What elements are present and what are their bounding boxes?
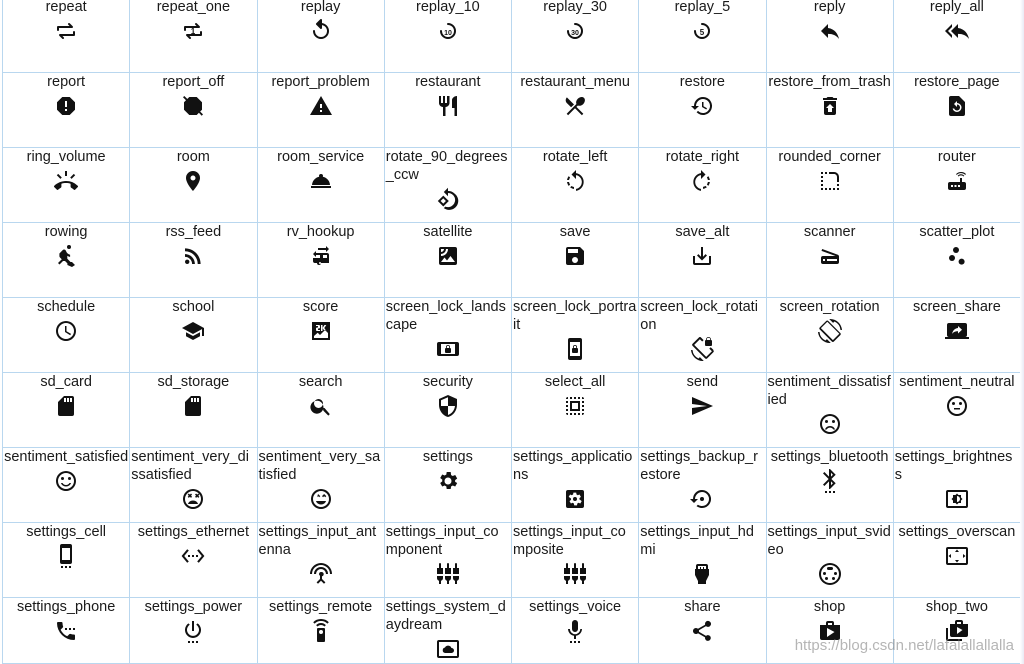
icon-cell-replay: [258, 0, 385, 73]
icon-cell-rotate-right: [639, 148, 766, 223]
settings-icon: [436, 469, 460, 493]
icon-label: sentiment_very_dissatisfied: [131, 449, 249, 483]
icon-cell-screen-lock-rotation: [639, 298, 766, 373]
icon-label: sentiment_very_satisfied: [258, 449, 381, 483]
icon-cell-settings-input-hdmi: [639, 523, 766, 598]
icon-label: router: [937, 149, 976, 165]
icon-label: settings_system_daydream: [385, 599, 506, 633]
icon-label: screen_share: [912, 299, 1001, 315]
settings-applications-icon: [563, 487, 587, 511]
icon-label: rv_hookup: [286, 224, 355, 240]
icon-cell-screen-lock-landscape: [385, 298, 512, 373]
restaurant-icon: [436, 94, 460, 118]
icon-label: settings_brightness: [894, 449, 1013, 483]
icon-cell-repeat-one: [130, 0, 257, 73]
restore-page-icon: [945, 94, 969, 118]
icon-cell-settings-bluetooth: [767, 448, 894, 523]
icon-label: settings_applications: [513, 449, 633, 483]
sd-storage-icon: [181, 394, 205, 418]
icon-label: report: [47, 74, 86, 90]
icon-label: replay_30: [543, 0, 607, 15]
icon-cell-restore-from-trash: [767, 73, 894, 148]
restore-icon: [690, 94, 714, 118]
svg-text:5: 5: [700, 28, 705, 37]
settings-backup-restore-icon: [690, 487, 714, 511]
scatter-plot-icon: [945, 244, 969, 268]
settings-input-component-icon: [436, 562, 460, 586]
icon-cell-scanner: [767, 223, 894, 298]
select-all-icon: [563, 394, 587, 418]
screen-share-icon: [945, 319, 969, 343]
window-edge: [1020, 0, 1024, 664]
icon-label: rotate_right: [665, 149, 740, 165]
screen-lock-rotation-icon: [690, 337, 714, 361]
icon-label: reply_all: [929, 0, 984, 15]
search-icon: [309, 394, 333, 418]
sd-card-icon: [54, 394, 78, 418]
icon-label: replay: [300, 0, 341, 15]
icon-cell-score: [258, 298, 385, 373]
restore-from-trash-icon: [818, 94, 842, 118]
icon-label: sentiment_dissatisfied: [767, 374, 891, 408]
icon-cell-settings-phone: [3, 598, 130, 664]
replay-30-icon: [563, 19, 587, 43]
settings-remote-icon: [309, 619, 333, 643]
report-icon: [54, 94, 78, 118]
icon-cell-settings-overscan: [894, 523, 1021, 598]
replay-icon: [309, 19, 333, 43]
watermark: https://blog.csdn.net/lafalallallalla: [794, 637, 1014, 654]
icon-label: settings_input_antenna: [258, 524, 377, 558]
icon-cell-settings-input-component: [385, 523, 512, 598]
score-icon: [309, 319, 333, 343]
icon-cell-sd-card: [3, 373, 130, 448]
icon-cell-search: [258, 373, 385, 448]
screen-lock-landscape-icon: [436, 337, 460, 361]
save-alt-icon: [690, 244, 714, 268]
icon-cell-replay-5: [639, 0, 766, 73]
router-icon: [945, 169, 969, 193]
icon-label: share: [684, 599, 721, 615]
icon-label: satellite: [423, 224, 473, 240]
icon-cell-save-alt: [639, 223, 766, 298]
ring-volume-icon: [54, 169, 78, 193]
icon-label: save_alt: [675, 224, 730, 240]
security-icon: [436, 394, 460, 418]
settings-input-hdmi-icon: [690, 562, 714, 586]
icon-label: screen_lock_portrait: [513, 299, 637, 333]
icon-cell-share: [639, 598, 766, 664]
icon-cell-report-off: [130, 73, 257, 148]
icon-cell-rv-hookup: [258, 223, 385, 298]
icon-cell-router: [894, 148, 1021, 223]
icon-cell-sentiment-very-satisfied: [258, 448, 385, 523]
icon-label: restaurant_menu: [520, 74, 630, 90]
save-icon: [563, 244, 587, 268]
icon-label: settings_phone: [16, 599, 116, 615]
icon-cell-rounded-corner: [767, 148, 894, 223]
rss-feed-icon: [181, 244, 205, 268]
icon-label: room: [176, 149, 210, 165]
icon-cell-reply-all: [894, 0, 1021, 73]
icon-cell-settings: [385, 448, 512, 523]
icon-cell-replay-30: [512, 0, 639, 73]
settings-input-antenna-icon: [309, 562, 333, 586]
icon-cell-sentiment-neutral: [894, 373, 1021, 448]
icon-label: settings_bluetooth: [770, 449, 889, 465]
icon-label: scatter_plot: [919, 224, 995, 240]
settings-power-icon: [181, 619, 205, 643]
replay-5-icon: [690, 19, 714, 43]
report-off-icon: [181, 94, 205, 118]
rounded-corner-icon: [818, 169, 842, 193]
svg-text:10: 10: [443, 30, 452, 37]
settings-overscan-icon: [945, 544, 969, 568]
icon-label: sentiment_neutral: [899, 374, 1015, 390]
icon-label: school: [172, 299, 215, 315]
icon-label: security: [422, 374, 473, 390]
icon-cell-rotate-90-degrees-ccw: [385, 148, 512, 223]
icon-cell-replay-10: [385, 0, 512, 73]
settings-input-composite-icon: [563, 562, 587, 586]
icon-cell-rss-feed: [130, 223, 257, 298]
icon-label: settings_input_hdmi: [640, 524, 754, 558]
icon-cell-settings-system-daydream: [385, 598, 512, 664]
icon-label: repeat_one: [156, 0, 231, 15]
sentiment-neutral-icon: [945, 394, 969, 418]
icon-label: schedule: [37, 299, 96, 315]
school-icon: [181, 319, 205, 343]
icon-label: screen_lock_rotation: [640, 299, 758, 333]
icon-cell-settings-input-composite: [512, 523, 639, 598]
room-icon: [181, 169, 205, 193]
icon-label: search: [298, 374, 343, 390]
icon-cell-restore: [639, 73, 766, 148]
icon-label: shop: [813, 599, 846, 615]
settings-voice-icon: [563, 619, 587, 643]
icon-label: settings_power: [144, 599, 243, 615]
settings-ethernet-icon: [181, 544, 205, 568]
sentiment-very-satisfied-icon: [309, 487, 333, 511]
rv-hookup-icon: [309, 244, 333, 268]
icon-label: replay_10: [416, 0, 480, 15]
icon-cell-rowing: [3, 223, 130, 298]
icon-label: shop_two: [925, 599, 988, 615]
icon-label: rowing: [44, 224, 88, 240]
icon-label: restore_from_trash: [768, 74, 891, 90]
icon-cell-screen-share: [894, 298, 1021, 373]
icon-cell-scatter-plot: [894, 223, 1021, 298]
repeat-one-icon: [181, 19, 205, 43]
icon-cell-shop: [767, 598, 894, 664]
icon-label: rss_feed: [165, 224, 222, 240]
icon-label: settings_remote: [269, 599, 373, 615]
icon-cell-school: [130, 298, 257, 373]
icon-cell-settings-brightness: [894, 448, 1021, 523]
icon-cell-settings-cell: [3, 523, 130, 598]
icon-label: rotate_left: [542, 149, 608, 165]
icon-label: scanner: [803, 224, 856, 240]
icon-label: sd_storage: [157, 374, 230, 390]
icon-label: score: [302, 299, 339, 315]
settings-cell-icon: [54, 544, 78, 568]
settings-system-daydream-icon: [436, 637, 460, 661]
icon-cell-restaurant: [385, 73, 512, 148]
icon-label: repeat: [45, 0, 87, 15]
icon-label: settings_input_component: [385, 524, 499, 558]
icon-cell-restore-page: [894, 73, 1021, 148]
icon-label: settings_backup_restore: [640, 449, 758, 483]
icon-label: sd_card: [40, 374, 92, 390]
svg-text:30: 30: [571, 30, 580, 37]
icon-label: settings_overscan: [898, 524, 1016, 540]
settings-brightness-icon: [945, 487, 969, 511]
icon-label: restaurant: [415, 74, 481, 90]
icon-cell-report: [3, 73, 130, 148]
settings-bluetooth-icon: [818, 469, 842, 493]
icon-label: rounded_corner: [778, 149, 881, 165]
icon-cell-settings-ethernet: [130, 523, 257, 598]
icon-cell-sentiment-satisfied: [3, 448, 130, 523]
reply-icon: [818, 19, 842, 43]
icon-cell-send: [639, 373, 766, 448]
icon-label: report_off: [162, 74, 225, 90]
icon-cell-screen-rotation: [767, 298, 894, 373]
icon-label: sentiment_satisfied: [4, 449, 129, 465]
report-problem-icon: [309, 94, 333, 118]
icon-cell-settings-voice: [512, 598, 639, 664]
icon-cell-shop-two: [894, 598, 1021, 664]
icon-label: settings: [422, 449, 473, 465]
icon-grid: [2, 0, 1021, 664]
sentiment-dissatisfied-icon: [818, 412, 842, 436]
rotate-left-icon: [563, 169, 587, 193]
rotate-right-icon: [690, 169, 714, 193]
icon-cell-select-all: [512, 373, 639, 448]
settings-phone-icon: [54, 619, 78, 643]
icon-label: restore_page: [914, 74, 1000, 90]
icon-cell-security: [385, 373, 512, 448]
sentiment-satisfied-icon: [54, 469, 78, 493]
icon-label: settings_cell: [26, 524, 107, 540]
icon-cell-room: [130, 148, 257, 223]
icon-cell-repeat: [3, 0, 130, 73]
icon-label: restore: [679, 74, 725, 90]
icon-label: save: [559, 224, 591, 240]
icon-cell-sentiment-dissatisfied: [767, 373, 894, 448]
scanner-icon: [818, 244, 842, 268]
icon-cell-report-problem: [258, 73, 385, 148]
replay-10-icon: [436, 19, 460, 43]
rotate-90-degrees-ccw-icon: [436, 187, 460, 211]
icon-cell-satellite: [385, 223, 512, 298]
icon-label: send: [686, 374, 719, 390]
icon-cell-sd-storage: [130, 373, 257, 448]
settings-input-svideo-icon: [818, 562, 842, 586]
share-icon: [690, 619, 714, 643]
icon-label: settings_voice: [529, 599, 622, 615]
icon-cell-screen-lock-portrait: [512, 298, 639, 373]
icon-cell-settings-power: [130, 598, 257, 664]
sentiment-very-dissatisfied-icon: [181, 487, 205, 511]
icon-label: screen_rotation: [779, 299, 880, 315]
icon-cell-settings-input-antenna: [258, 523, 385, 598]
icon-cell-reply: [767, 0, 894, 73]
send-icon: [690, 394, 714, 418]
icon-label: reply: [813, 0, 846, 15]
icon-cell-settings-input-svideo: [767, 523, 894, 598]
icon-cell-ring-volume: [3, 148, 130, 223]
icon-label: settings_input_composite: [513, 524, 626, 558]
schedule-icon: [54, 319, 78, 343]
icon-label: ring_volume: [26, 149, 106, 165]
icon-label: rotate_90_degrees_ccw: [385, 149, 508, 183]
icon-cell-schedule: [3, 298, 130, 373]
icon-label: screen_lock_landscape: [385, 299, 506, 333]
screen-lock-portrait-icon: [563, 337, 587, 361]
icon-cell-settings-remote: [258, 598, 385, 664]
room-service-icon: [309, 169, 333, 193]
restaurant-menu-icon: [563, 94, 587, 118]
screen-rotation-icon: [818, 319, 842, 343]
icon-label: settings_input_svideo: [767, 524, 891, 558]
rowing-icon: [54, 244, 78, 268]
reply-all-icon: [945, 19, 969, 43]
icon-label: settings_ethernet: [137, 524, 249, 540]
icon-cell-save: [512, 223, 639, 298]
svg-text:1: 1: [191, 27, 196, 36]
icon-cell-room-service: [258, 148, 385, 223]
icon-cell-settings-applications: [512, 448, 639, 523]
icon-cell-restaurant-menu: [512, 73, 639, 148]
icon-label: select_all: [544, 374, 606, 390]
icon-cell-sentiment-very-dissatisfied: [130, 448, 257, 523]
repeat-icon: [54, 19, 78, 43]
icon-cell-settings-backup-restore: [639, 448, 766, 523]
icon-label: report_problem: [271, 74, 370, 90]
satellite-icon: [436, 244, 460, 268]
icon-label: room_service: [277, 149, 365, 165]
icon-cell-rotate-left: [512, 148, 639, 223]
icon-label: replay_5: [674, 0, 731, 15]
